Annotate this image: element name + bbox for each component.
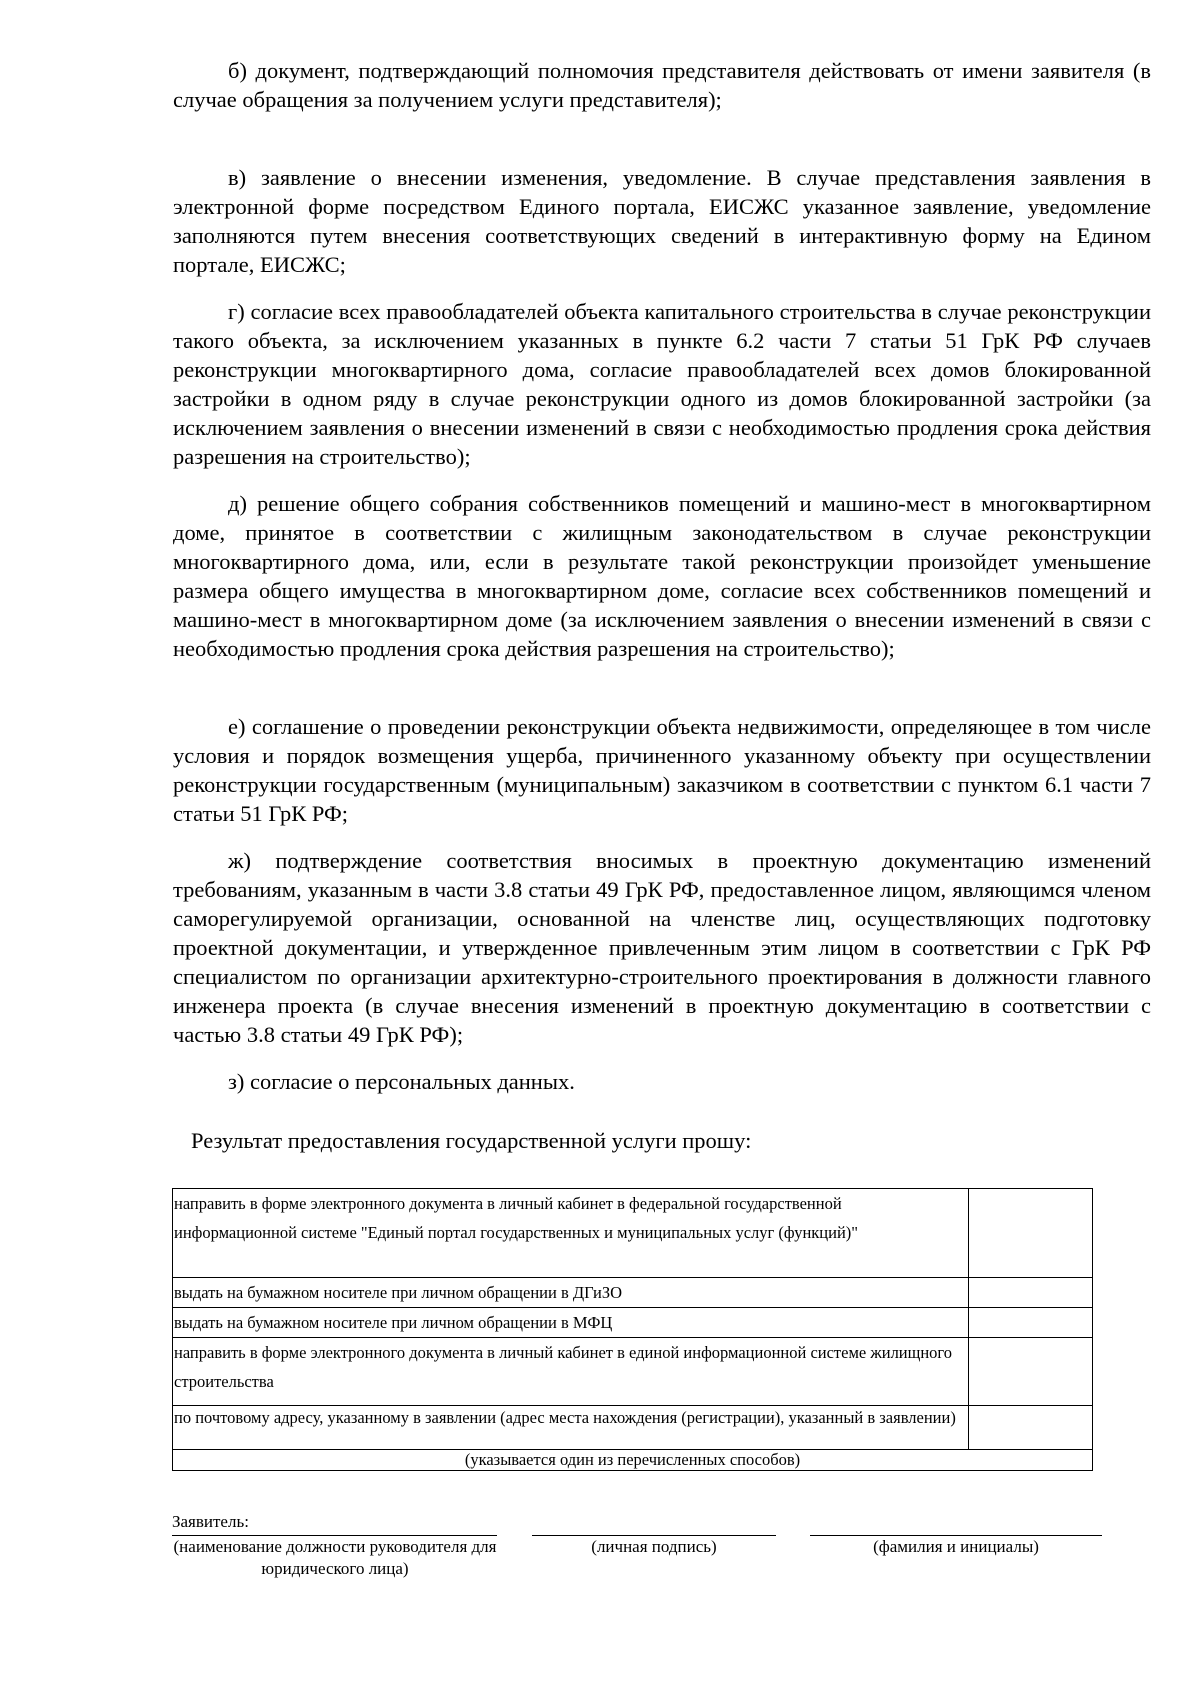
option-eiszhs-checkbox[interactable] <box>968 1338 1092 1406</box>
result-request-text: Результат предоставления государственной услуги прошу: <box>191 1128 752 1153</box>
option-post-text: по почтовому адресу, указанному в заявлении (адрес места нахождения (регистрации), указанный в заявлении) <box>173 1406 969 1450</box>
option-mfc-text: выдать на бумажном носителе при личном обращении в МФЦ <box>173 1308 969 1338</box>
paragraph-z: з) согласие о персональных данных. <box>228 1069 575 1094</box>
paragraph-g: г) согласие всех правообладателей объекта капитального строительства в случае реконструкции такого объекта, за исключением указанных в пункте 6.2 части 7 статьи 51 ГрК РФ случаев реконструкции многоквартирного дома, согласие правообладателей всех домов блокированной застройки в одном ряду в случае реконструкции одного из домов блокированной застройки (за исключением заявления о внесении изменений в связи с необходимостью продления срока действия разрешения на строительство); <box>173 299 1151 469</box>
option-epgu-checkbox[interactable] <box>968 1189 1092 1278</box>
table-row <box>173 1406 1093 1450</box>
table-row <box>173 1278 1093 1308</box>
options-note: (указывается один из перечисленных способов) <box>173 1450 1093 1471</box>
paragraph-zh: ж) подтверждение соответствия вносимых в проектную документацию изменений требованиям, указанным в части 3.8 статьи 49 ГрК РФ, предоставленное лицом, являющимся членом саморегулируемой организации, основанной на членстве лиц, осуществляющих подготовку проектной документации, и утвержденное привлеченным этим лицом в соответствии с ГрК РФ специалистом по организации архитектурно-строительного проектирования в должности главного инженера проекта (в случае внесения изменений в проектную документацию в соответствии с частью 3.8 статьи 49 ГрК РФ); <box>173 848 1151 1047</box>
option-post-checkbox[interactable] <box>968 1406 1092 1450</box>
signature-caption: (личная подпись) <box>591 1537 717 1556</box>
position-caption: (наименование должности руководителя для юридического лица) <box>173 1537 497 1578</box>
name-caption: (фамилия и инициалы) <box>873 1537 1039 1556</box>
paragraph-v: в) заявление о внесении изменения, уведомление. В случае представления заявления в электронной форме посредством Единого портала, ЕИСЖС указанное заявление, уведомление заполняются путем внесения соответствующих сведений в интерактивную форму на Едином портале, ЕИСЖС; <box>173 165 1151 277</box>
table-row <box>173 1308 1093 1338</box>
result-options-table <box>172 1188 1093 1471</box>
table-row <box>173 1450 1093 1471</box>
paragraph-d: д) решение общего собрания собственников помещений и машино-мест в многоквартирном доме, принятое в соответствии с жилищным законодательством в случае реконструкции многоквартирного дома, или, если в результате такой реконструкции произойдет уменьшение размера общего имущества в многоквартирном доме, согласие всех собственников помещений и машино-мест в многоквартирном доме (за исключением заявления о внесении изменений в связи с необходимостью продления срока действия разрешения на строительство); <box>173 491 1151 661</box>
paragraph-b: б) документ, подтверждающий полномочия представителя действовать от имени заявителя (в случае обращения за получением услуги представителя); <box>173 58 1151 112</box>
table-row <box>173 1189 1093 1278</box>
option-eiszhs-text: направить в форме электронного документа в личный кабинет в единой информационной системе жилищного строительства <box>173 1338 969 1406</box>
option-dgizo-checkbox[interactable] <box>968 1278 1092 1308</box>
applicant-label: Заявитель: <box>172 1512 249 1531</box>
option-dgizo-text: выдать на бумажном носителе при личном обращении в ДГиЗО <box>173 1278 969 1308</box>
table-row <box>173 1338 1093 1406</box>
option-epgu-text: направить в форме электронного документа в личный кабинет в федеральной государственной информационной системе "Единый портал государственных и муниципальных услуг (функций)" <box>173 1189 969 1278</box>
option-mfc-checkbox[interactable] <box>968 1308 1092 1338</box>
paragraph-e: е) соглашение о проведении реконструкции объекта недвижимости, определяющее в том числе условия и порядок возмещения ущерба, причиненного указанному объекту при осуществлении реконструкции государственным (муниципальным) заказчиком в соответствии с пунктом 6.1 части 7 статьи 51 ГрК РФ; <box>173 714 1151 826</box>
